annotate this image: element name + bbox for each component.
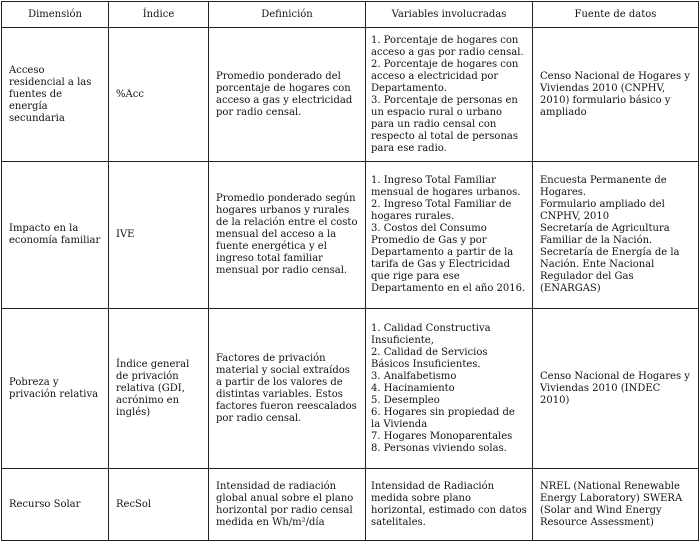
header-definicion: Definición <box>209 2 366 28</box>
cell-dimension: Recurso Solar <box>2 469 109 541</box>
fuente-item: Formulario ampliado del CNPHV, 2010 <box>540 199 665 222</box>
fuente-item: NREL (National Renewable Energy Laboratory) SWERA (Solar and Wind Energy Resource Assessment) <box>540 480 683 528</box>
table-row <box>2 28 699 162</box>
cell-definicion: Intensidad de radiación global anual sobre el plano horizontal por radio censal medida en Wh/m²/día <box>209 469 366 541</box>
cell-variables <box>366 469 533 541</box>
variable-item: 2. Calidad de Servicios Básicos Insuficientes. <box>371 346 488 370</box>
variable-item: 5. Desempleo <box>371 394 440 406</box>
header-variables: Variables involucradas <box>366 2 533 28</box>
variable-item: 4. Hacinamiento <box>371 382 455 394</box>
table-row <box>2 162 699 309</box>
table-row <box>2 469 699 541</box>
cell-dimension: Pobreza y privación relativa <box>2 309 109 469</box>
header-row <box>2 2 699 28</box>
cell-indice: RecSol <box>109 469 209 541</box>
variable-item: Intensidad de Radiación medida sobre plano horizontal, estimado con datos satelitales. <box>371 480 527 528</box>
table-row <box>2 309 699 469</box>
header-fuente: Fuente de datos <box>533 2 699 28</box>
variable-item: 3. Porcentaje de personas en un espacio rural o urbano para un radio censal con respecto al total de personas para ese radio. <box>371 94 518 154</box>
cell-indice: %Acc <box>109 28 209 162</box>
cell-fuente <box>533 28 699 162</box>
cell-definicion: Promedio ponderado según hogares urbanos y rurales de la relación entre el costo mensual del acceso a la fuente energética y el ingreso total familiar mensual por radio censal. <box>209 162 366 309</box>
fuente-item: Encuesta Permanente de Hogares. <box>540 175 667 198</box>
variable-item: 1. Porcentaje de hogares con acceso a gas por radio censal. <box>371 34 524 58</box>
variable-item: 2. Ingreso Total Familiar de hogares rurales. <box>371 199 512 222</box>
header-indice: Índice <box>109 2 209 28</box>
variable-item: 3. Analfabetismo <box>371 370 457 382</box>
variable-item: 3. Costos del Consumo Promedio de Gas y por Departamento a partir de la tarifa de Gas y Electricidad que rige para ese Departamento en el año 2016. <box>371 223 526 294</box>
fuente-item: Censo Nacional de Hogares y Viviendas 2010 (CNPHV, 2010) formulario básico y ampliado <box>540 70 690 118</box>
variable-item: 6. Hogares sin propiedad de la Vivienda <box>371 406 515 430</box>
cell-dimension: Impacto en la economía familiar <box>2 162 109 309</box>
variable-item: 8. Personas viviendo solas. <box>371 442 507 454</box>
cell-fuente <box>533 469 699 541</box>
indicators-table <box>1 1 699 541</box>
variable-item: 1. Calidad Constructiva Insuficiente, <box>371 322 491 346</box>
variable-item: 2. Porcentaje de hogares con acceso a electricidad por Departamento. <box>371 58 519 94</box>
cell-definicion: Promedio ponderado del porcentaje de hogares con acceso a gas y electricidad por radio censal. <box>209 28 366 162</box>
cell-dimension: Acceso residencial a las fuentes de energía secundaria <box>2 28 109 162</box>
cell-fuente <box>533 162 699 309</box>
cell-variables <box>366 28 533 162</box>
variable-item: 1. Ingreso Total Familiar mensual de hogares urbanos. <box>371 175 521 198</box>
fuente-item: Secretaría de Agricultura Familiar de la Nación. <box>540 223 670 246</box>
cell-indice: IVE <box>109 162 209 309</box>
cell-fuente <box>533 309 699 469</box>
fuente-item: Secretaría de Energía de la Nación. Ente Nacional Regulador del Gas (ENARGAS) <box>540 247 680 294</box>
variable-item: 7. Hogares Monoparentales <box>371 430 513 442</box>
cell-variables <box>366 309 533 469</box>
cell-definicion: Factores de privación material y social extraídos a partir de los valores de distintas variables. Estos factores fueron reescalados por radio censal. <box>209 309 366 469</box>
fuente-item: Censo Nacional de Hogares y Viviendas 2010 (INDEC 2010) <box>540 370 690 406</box>
cell-indice: Índice general de privación relativa (GDI, acrónimo en inglés) <box>109 309 209 469</box>
header-dimension: Dimensión <box>2 2 109 28</box>
cell-variables <box>366 162 533 309</box>
